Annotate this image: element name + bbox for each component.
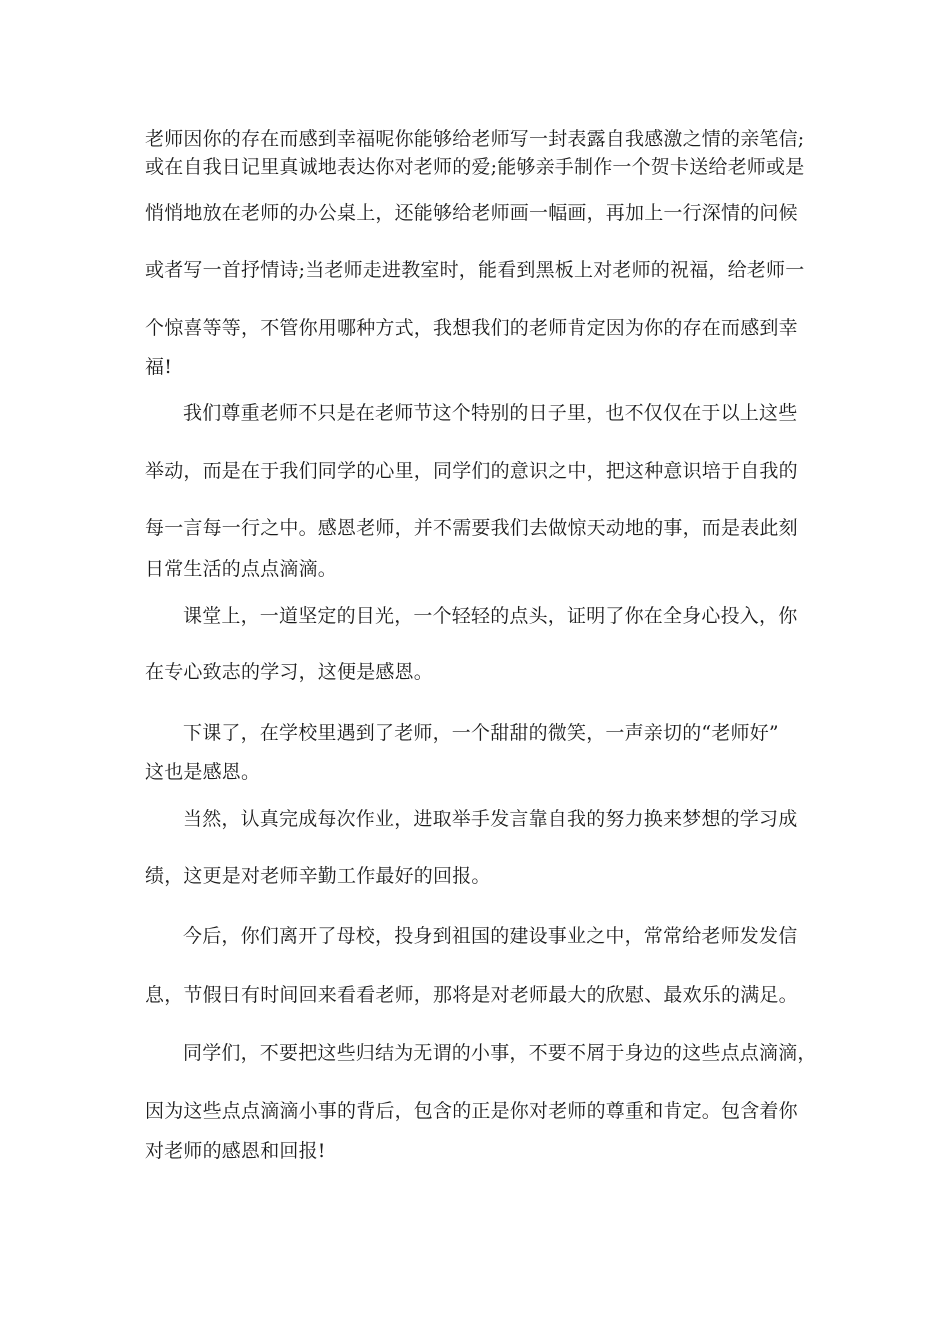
text-line: 在专心致志的学习，这便是感恩。: [145, 661, 434, 683]
text-line: 个惊喜等等，不管你用哪种方式，我想我们的老师肯定因为你的存在而感到幸: [145, 317, 798, 339]
text-line: 今后，你们离开了母校，投身到祖国的建设事业之中，常常给老师发发信: [183, 925, 798, 947]
text-line: 日常生活的点点滴滴。: [145, 558, 338, 580]
text-line: 这也是感恩。: [145, 761, 261, 783]
text-line: 老师因你的存在而感到幸福呢你能够给老师写一封表露自我感激之情的亲笔信;: [145, 128, 805, 150]
text-line: 课堂上，一道坚定的目光，一个轻轻的点头，证明了你在全身心投入，你: [183, 605, 798, 627]
text-line: 绩，这更是对老师辛勤工作最好的回报。: [145, 865, 491, 887]
text-line: 对老师的感恩和回报!: [145, 1140, 326, 1162]
text-line: 当然，认真完成每次作业，进取举手发言靠自我的努力换来梦想的学习成: [183, 808, 798, 830]
text-line: 或在自我日记里真诚地表达你对老师的爱;能够亲手制作一个贺卡送给老师或是: [145, 156, 805, 178]
text-line: 或者写一首抒情诗;当老师走进教室时，能看到黑板上对老师的祝福，给老师一: [145, 259, 805, 281]
text-line: 悄悄地放在老师的办公桌上，还能够给老师画一幅画，再加上一行深情的问候: [145, 202, 798, 224]
text-line: 每一言每一行之中。感恩老师，并不需要我们去做惊天动地的事，而是表此刻: [145, 517, 798, 539]
text-line: 下课了，在学校里遇到了老师，一个甜甜的微笑，一声亲切的“老师好”: [183, 722, 779, 744]
text-line: 福!: [145, 356, 173, 378]
text-line: 因为这些点点滴滴小事的背后，包含的正是你对老师的尊重和肯定。包含着你: [145, 1100, 798, 1122]
text-line: 同学们，不要把这些归结为无谓的小事，不要不屑于身边的这些点点滴滴，: [183, 1042, 817, 1064]
text-line: 举动，而是在于我们同学的心里，同学们的意识之中，把这种意识培于自我的: [145, 460, 798, 482]
text-line: 息，节假日有时间回来看看老师，那将是对老师最大的欣慰、最欢乐的满足。: [145, 984, 798, 1006]
text-line: 我们尊重老师不只是在老师节这个特别的日子里，也不仅仅在于以上这些: [183, 402, 798, 424]
